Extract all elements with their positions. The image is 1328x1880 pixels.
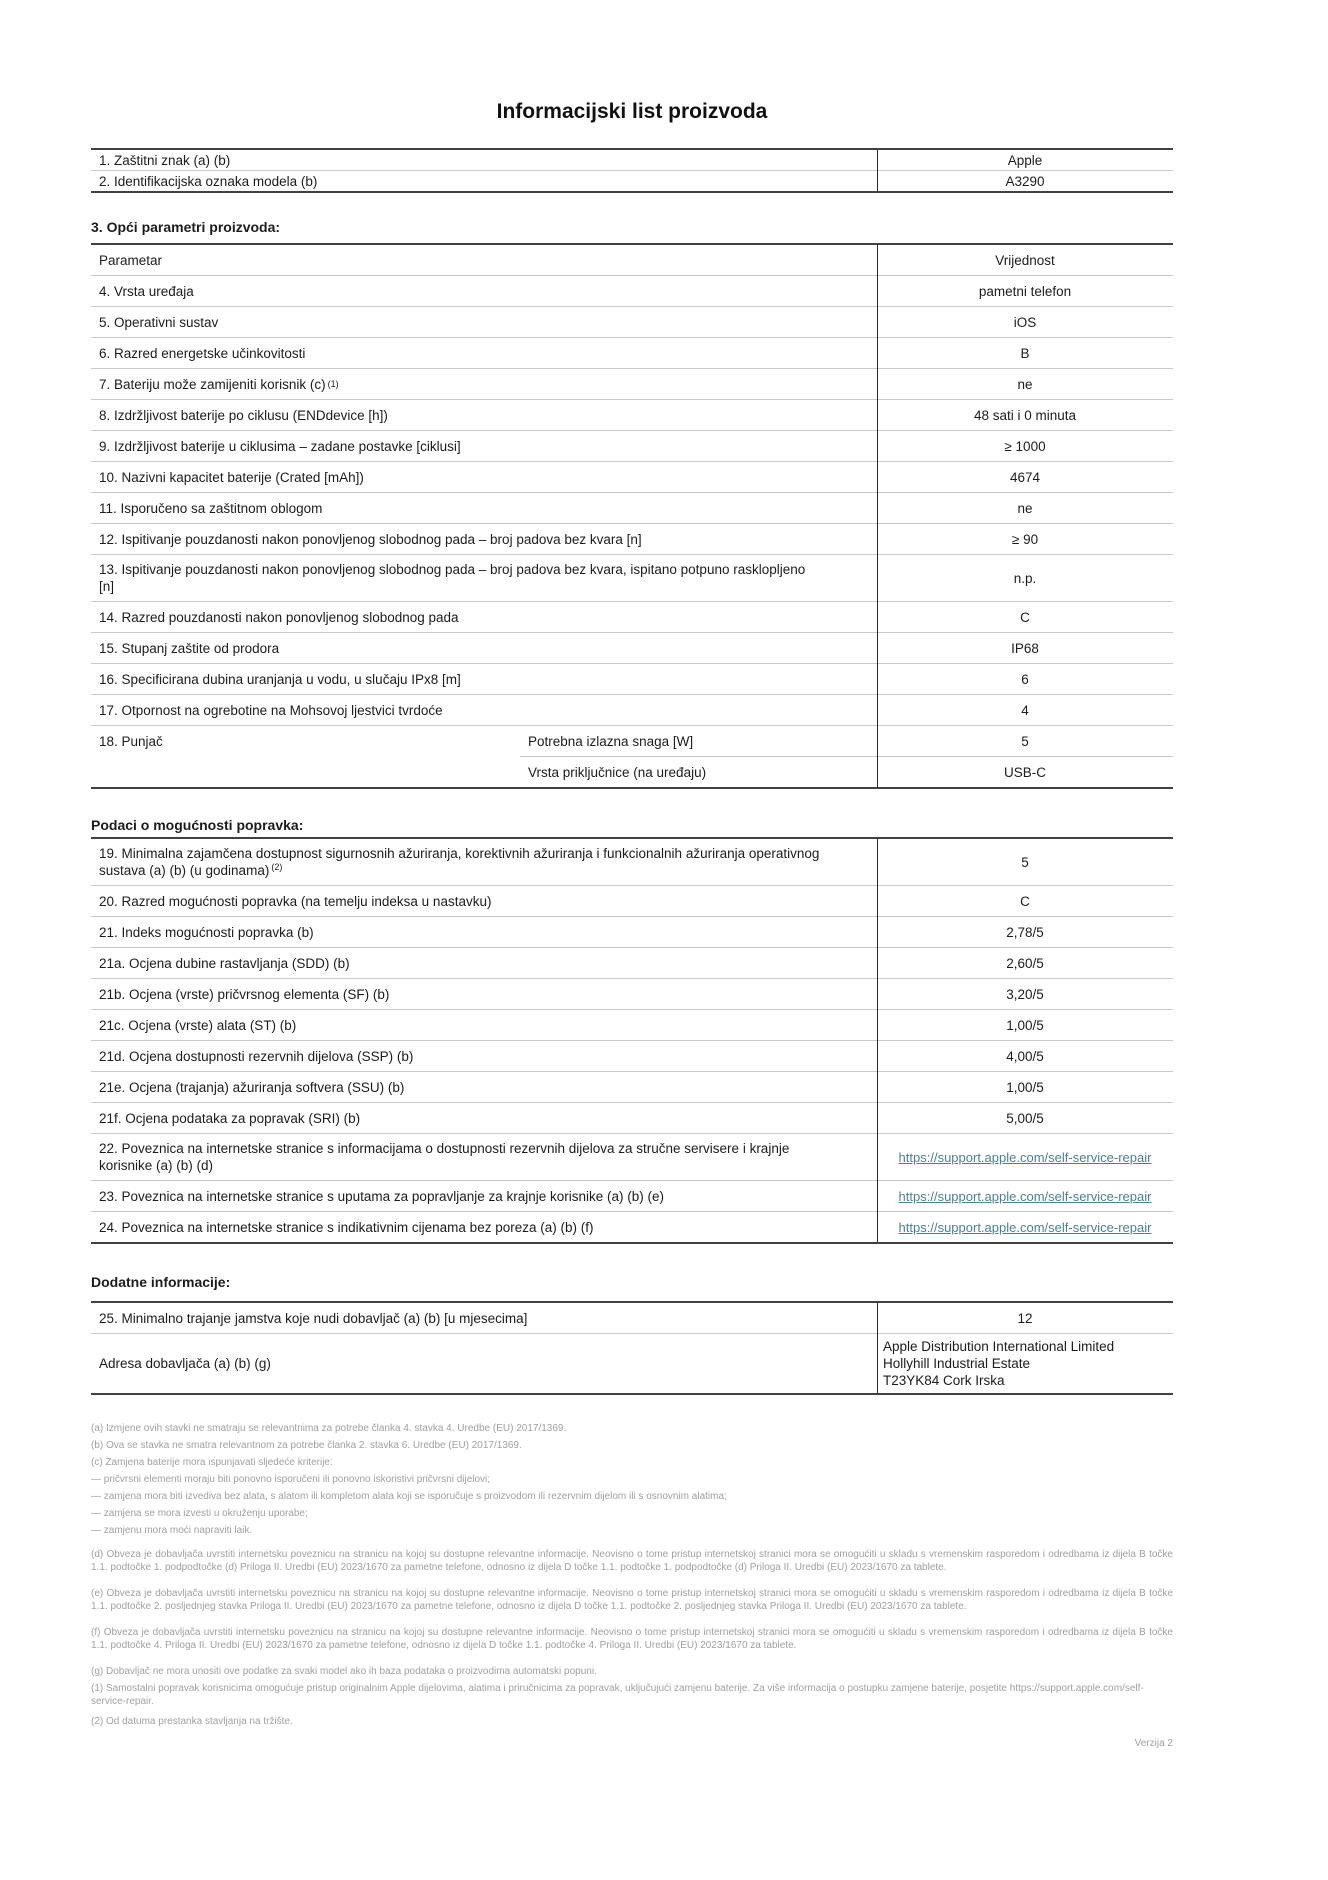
table-row <box>91 1102 1173 1133</box>
row-label: 16. Specificirana dubina uranjanja u vodu, u slučaju IPx8 [m] <box>99 671 461 687</box>
row-label: 6. Razred energetske učinkovitosti <box>99 345 306 361</box>
row-label: 19. Minimalna zajamčena dostupnost sigurnosnih ažuriranja, korektivnih ažuriranja i funkcionalnih ažuriranja operativnog sustava (a) (b) (u godinama) $^{(2)}$ <box>99 846 820 878</box>
row-value: ≥ 90 <box>1011 531 1039 547</box>
footnote-b: (b) Ova se stavka ne smatra relevantnom za potrebe članka 2. stavka 6. Uredbe (EU) 2017/1369. <box>91 1440 522 1451</box>
self-service-repair-link[interactable]: https://support.apple.com/self-service-repair <box>898 1188 1152 1204</box>
row-label: 9. Izdržljivost baterije u ciklusima – zadane postavke [ciklusi] <box>99 438 461 454</box>
row-label: 21f. Ocjena podataka za popravak (SRI) (b) <box>99 1110 361 1126</box>
footnote-d: (d) Obveza je dobavljača uvrstiti internetsku poveznicu na stranicu na kojoj su dostupne relevantne informacije. Neovisno o tome pristup internetskoj stranici mora se omogućiti u skladu s vremenskim rasporedom i odredbama iz dijela B točke 1.1. podtočke 1. podpodtočke (d) Priloga II. Uredbi (EU) 2023/1670 za pametne telefone, odnosno iz dijela D točke 1.1. podtočke 1. podpodtočke (d) Priloga II. Uredbi (EU) 2023/1670 za tablete. <box>91 1549 1173 1573</box>
supplier-address-row <box>91 1333 1173 1393</box>
row-value: 48 sati i 0 minuta <box>973 407 1077 423</box>
row-value: n.p. <box>1013 570 1037 586</box>
row-value: 2,60/5 <box>1006 955 1044 971</box>
row-label: 17. Otpornost na ogrebotine na Mohsovoj ljestvici tvrdoće <box>99 702 443 718</box>
self-service-repair-link[interactable]: https://support.apple.com/self-service-repair <box>898 1149 1152 1165</box>
supplier-address-line: Hollyhill Industrial Estate <box>883 1356 1031 1371</box>
table-row <box>91 337 1173 368</box>
charger-row <box>91 725 1173 787</box>
supplier-address-line: Apple Distribution International Limited <box>883 1339 1115 1354</box>
row-sublabel: Vrsta priključnice (na uređaju) <box>528 764 707 780</box>
version-label: Verzija 2 <box>1134 1738 1173 1749</box>
row-label: 22. Poveznica na internetske stranice s informacijama o dostupnosti rezervnih dijelova za stručne servisere i krajnje korisnike (a) (b) (d) <box>99 1141 790 1173</box>
table-row <box>91 399 1173 430</box>
row-value: USB-C <box>1003 764 1046 780</box>
row-label: 20. Razred mogućnosti popravka (na temelju indeksa u nastavku) <box>99 893 492 909</box>
column-divider <box>877 1303 878 1393</box>
row-value: 4 <box>1021 702 1029 718</box>
row-value: 4,00/5 <box>1006 1048 1044 1064</box>
row-label: 10. Nazivni kapacitet baterije (Crated [mAh]) <box>99 469 364 485</box>
row-label: 13. Ispitivanje pouzdanosti nakon ponovljenog slobodnog pada – broj padova bez kvara, ispitano potpuno rasklopljeno [n] <box>99 562 806 594</box>
row-value <box>877 1212 1173 1242</box>
row-label: 14. Razred pouzdanosti nakon ponovljenog slobodnog pada <box>99 609 459 625</box>
row-value: 6 <box>1021 671 1029 687</box>
footnote-a: (a) Izmjene ovih stavki ne smatraju se relevantnima za potrebe članka 4. stavka 4. Uredbe (EU) 2017/1369. <box>91 1423 567 1434</box>
table-row <box>91 1071 1173 1102</box>
general-parameters-table <box>91 243 1173 789</box>
brand-model-table <box>91 148 1173 193</box>
row-label: 25. Minimalno trajanje jamstva koje nudi dobavljač (a) (b) [u mjesecima] <box>99 1310 528 1326</box>
footnote-c-bullet: — pričvrsni elementi moraju biti ponovno isporučeni ili ponovno iskoristivi pričvrsni dijelovi; <box>91 1474 491 1485</box>
footnote-c-bullet: — zamjena mora biti izvediva bez alata, s alatom ili kompletom alata koji se isporučuje s proizvodom ili rezervnim dijelom ili s osnovnim alatima; <box>91 1491 727 1502</box>
row-label: 8. Izdržljivost baterije po ciklusu (ENDdevice [h]) <box>99 407 388 423</box>
table-row <box>91 1009 1173 1040</box>
row-label: 18. Punjač <box>99 734 163 749</box>
row-label: 5. Operativni sustav <box>99 314 219 330</box>
table-row <box>91 947 1173 978</box>
row-value: 5 <box>1021 854 1029 870</box>
table-row <box>91 368 1173 399</box>
row-label: 21. Indeks mogućnosti popravka (b) <box>99 924 314 940</box>
row-value: C <box>1020 893 1030 909</box>
table-header-row <box>91 245 1173 275</box>
row-label: 21d. Ocjena dostupnosti rezervnih dijelova (SSP) (b) <box>99 1048 414 1064</box>
row-label: 2. Identifikacijska oznaka modela (b) <box>99 173 318 189</box>
row-value: 5,00/5 <box>1006 1110 1044 1126</box>
table-row <box>91 1211 1173 1242</box>
row-value: 12 <box>1017 1310 1033 1326</box>
section-heading-repairability: Podaci o mogućnosti popravka: <box>91 817 304 833</box>
table-row <box>91 523 1173 554</box>
row-value: IP68 <box>1011 640 1039 656</box>
table-row <box>91 916 1173 947</box>
column-header-parameter: Parametar <box>99 252 163 268</box>
table-row <box>91 275 1173 306</box>
footnote-ref: (2) <box>271 861 283 872</box>
self-service-repair-link[interactable]: https://support.apple.com/self-service-repair <box>898 1219 1152 1235</box>
table-row <box>91 1040 1173 1071</box>
row-value: 1,00/5 <box>1006 1017 1044 1033</box>
table-row <box>91 663 1173 694</box>
footnote-e: (e) Obveza je dobavljača uvrstiti internetsku poveznicu na stranicu na kojoj su dostupne relevantne informacije. Neovisno o tome pristup internetskoj stranici mora se omogućiti u skladu s vremenskim rasporedom i odredbama iz dijela B točke 1.1. podtočke 2. posljednjeg stavka Priloga II. Uredbi (EU) 2023/1670 za pametne telefone, odnosno iz dijela D točke 1.1. podtočke 2. posljednjeg stavka Priloga II. Uredbi (EU) 2023/1670 za tablete. <box>91 1588 1173 1612</box>
row-label: 23. Poveznica na internetske stranice s uputama za popravljanje za krajnje korisnike (a) (b) (e) <box>99 1188 665 1204</box>
footnote-c-bullet: — zamjena se mora izvesti u okruženju uporabe; <box>91 1508 308 1519</box>
table-row <box>91 978 1173 1009</box>
row-label: 24. Poveznica na internetske stranice s indikativnim cijenama bez poreza (a) (b) (f) <box>99 1219 594 1235</box>
footnote-f: (f) Obveza je dobavljača uvrstiti internetsku poveznicu na stranicu na kojoj su dostupne relevantne informacije. Neovisno o tome pristup internetskoj stranici mora se omogućiti u skladu s vremenskim rasporedom i odredbama iz dijela B točke 1.1. podtočke 4. Priloga II. Uredbi (EU) 2023/1670 za pametne telefone, odnosno iz dijela D točke 1.1. podtočke 4. Priloga II. Uredbi (EU) 2023/1670 za tablete. <box>91 1627 1173 1651</box>
charger-subtable <box>520 726 1173 787</box>
table-row <box>520 756 1173 787</box>
row-label: 21e. Ocjena (trajanja) ažuriranja softvera (SSU) (b) <box>99 1079 405 1095</box>
table-row <box>91 1180 1173 1211</box>
row-label: 21a. Ocjena dubine rastavljanja (SDD) (b) <box>99 955 350 971</box>
footnote-2: (2) Od datuma prestanka stavljanja na tržište. <box>91 1716 293 1727</box>
table-row <box>91 1133 1173 1180</box>
column-header-value: Vrijednost <box>995 252 1055 268</box>
row-value: C <box>1020 609 1030 625</box>
row-label: 4. Vrsta uređaja <box>99 283 194 299</box>
supplier-address-line: T23YK84 Cork Irska <box>883 1373 1005 1388</box>
footnotes <box>91 1422 1173 1750</box>
row-label: 1. Zaštitni znak (a) (b) <box>99 152 231 168</box>
table-row <box>91 1303 1173 1333</box>
row-sublabel: Potrebna izlazna snaga [W] <box>528 733 694 749</box>
row-value: 2,78/5 <box>1006 924 1044 940</box>
table-row <box>91 839 1173 885</box>
footnote-c: (c) Zamjena baterije mora ispunjavati sljedeće kriterije: <box>91 1457 333 1468</box>
row-value <box>877 1134 1173 1180</box>
row-value: 1,00/5 <box>1006 1079 1044 1095</box>
row-label: 12. Ispitivanje pouzdanosti nakon ponovljenog slobodnog pada – broj padova bez kvara [n] <box>99 531 642 547</box>
row-value: 3,20/5 <box>1006 986 1044 1002</box>
table-row <box>91 632 1173 663</box>
row-value: iOS <box>1013 314 1037 330</box>
row-label: 21c. Ocjena (vrste) alata (ST) (b) <box>99 1017 297 1033</box>
table-row <box>520 726 1173 756</box>
row-value: ne <box>1017 376 1033 392</box>
row-label: 15. Stupanj zaštite od prodora <box>99 640 280 656</box>
table-row <box>91 306 1173 337</box>
column-divider <box>877 839 878 1242</box>
row-label: 11. Isporučeno sa zaštitnom oblogom <box>99 500 323 516</box>
row-value: 4674 <box>1009 469 1041 485</box>
row-value: Apple <box>1007 152 1043 168</box>
additional-info-table <box>91 1301 1173 1395</box>
repairability-table <box>91 837 1173 1244</box>
section-heading-general-parameters: 3. Opći parametri proizvoda: <box>91 219 281 235</box>
row-value: B <box>1020 345 1030 361</box>
row-label: Adresa dobavljača (a) (b) (g) <box>99 1356 271 1371</box>
footnote-c-bullet: — zamjenu mora moći napraviti laik. <box>91 1525 253 1536</box>
table-row <box>91 554 1173 601</box>
row-value <box>877 1181 1173 1211</box>
table-row <box>91 170 1173 191</box>
supplier-address <box>877 1334 1173 1393</box>
page-title: Informacijski list proizvoda <box>496 100 768 123</box>
row-value: ne <box>1017 500 1033 516</box>
footnote-1: (1) Samostalni popravak korisnicima omogućuje pristup originalnim Apple dijelovima, alatima i priručnicima za popravak, uključujući zamjenu baterije. Za više informacija o postupku zamjene baterije, posjetite https://support.apple.com/self-service-repair. <box>91 1683 1144 1707</box>
table-row <box>91 885 1173 916</box>
row-label: 7. Bateriju može zamijeniti korisnik (c) (1) <box>99 376 339 392</box>
column-divider <box>877 245 878 787</box>
section-heading-additional-info: Dodatne informacije: <box>91 1274 231 1290</box>
table-row <box>91 601 1173 632</box>
row-value: A3290 <box>1005 173 1045 189</box>
table-row <box>91 694 1173 725</box>
row-label: 21b. Ocjena (vrste) pričvrsnog elementa (SF) (b) <box>99 986 390 1002</box>
table-row <box>91 150 1173 170</box>
row-value: ≥ 1000 <box>1004 438 1046 454</box>
table-row <box>91 430 1173 461</box>
column-divider <box>877 150 878 191</box>
footnote-g: (g) Dobavljač ne mora unositi ove podatke za svaki model ako ih baza podataka o proizvodima automatski popuni. <box>91 1666 597 1677</box>
row-value: pametni telefon <box>978 283 1072 299</box>
table-row <box>91 492 1173 523</box>
table-row <box>91 461 1173 492</box>
row-value: 5 <box>1021 733 1029 749</box>
